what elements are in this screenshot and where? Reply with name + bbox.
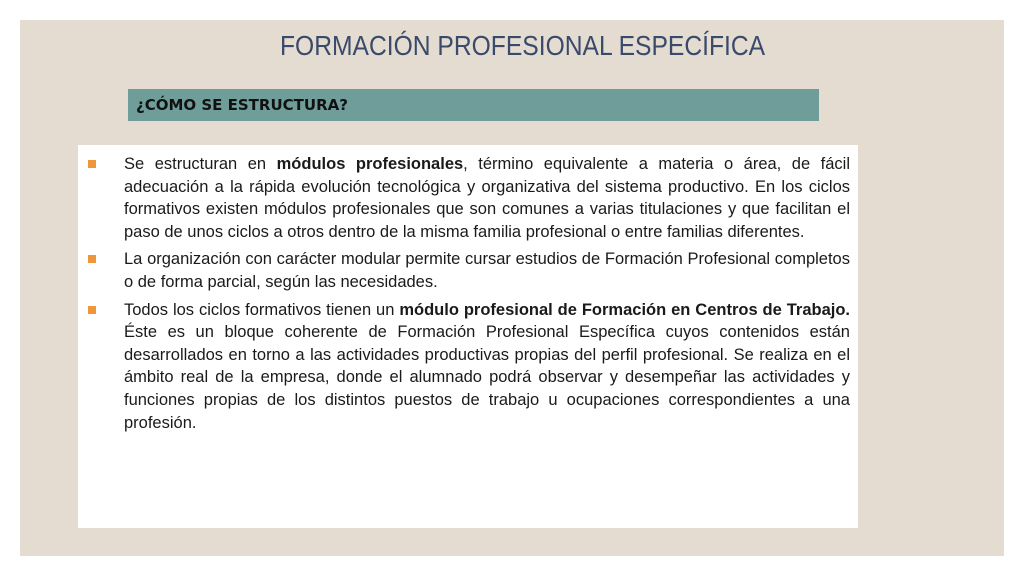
bullet-1-part-3: , término equivalente a materia o área, de fácil adecuación a la rápida evolución tecnológica y organizativa del sistema productivo. En los ciclos formativos existen módulos profesionales que son comunes a varias titulaciones y que facilitan el paso de unos ciclos a otros dentro de la misma familia profesional o entre familias diferentes.: [124, 155, 850, 241]
bullet-text-3: [124, 301, 850, 432]
slide-title: FORMACIÓN PROFESIONAL ESPECÍFICA: [280, 30, 766, 61]
content-box: [78, 145, 858, 528]
square-bullet-icon: [88, 255, 96, 263]
bullet-text-2: [124, 250, 850, 291]
square-bullet-icon: [88, 160, 96, 168]
bullet-item-2: [88, 248, 850, 293]
bullet-3-part-3: Éste es un bloque coherente de Formación Profesional Específica cuyos contenidos están desarrollados en torno a las actividades productivas propias del perfil profesional. Se realiza en el ámbito real de la empresa, donde el alumnado podrá observar y desempeñar las actividades y funciones propias de los distintos puestos de trabajo u ocupaciones correspondientes a una profesión.: [124, 323, 850, 432]
bullet-3-part-2-bold: módulo profesional de Formación en Centros de Trabajo.: [399, 300, 850, 319]
bullet-1-part-1: Se estructuran en: [124, 155, 277, 173]
bullet-3-part-1: Todos los ciclos formativos tienen un: [124, 300, 400, 319]
bullet-item-3: [88, 299, 850, 435]
square-bullet-icon: [88, 306, 96, 314]
bullet-text-1: [124, 155, 850, 241]
bullet-item-1: [88, 153, 850, 243]
bullet-1-part-2-bold: módulos profesionales: [276, 155, 464, 173]
subtitle-text: ¿CÓMO SE ESTRUCTURA?: [136, 96, 348, 114]
subtitle-bar: [128, 89, 819, 121]
bullet-2-part-1: La organización con carácter modular permite cursar estudios de Formación Profesional completos o de forma parcial, según las necesidades.: [124, 250, 850, 291]
